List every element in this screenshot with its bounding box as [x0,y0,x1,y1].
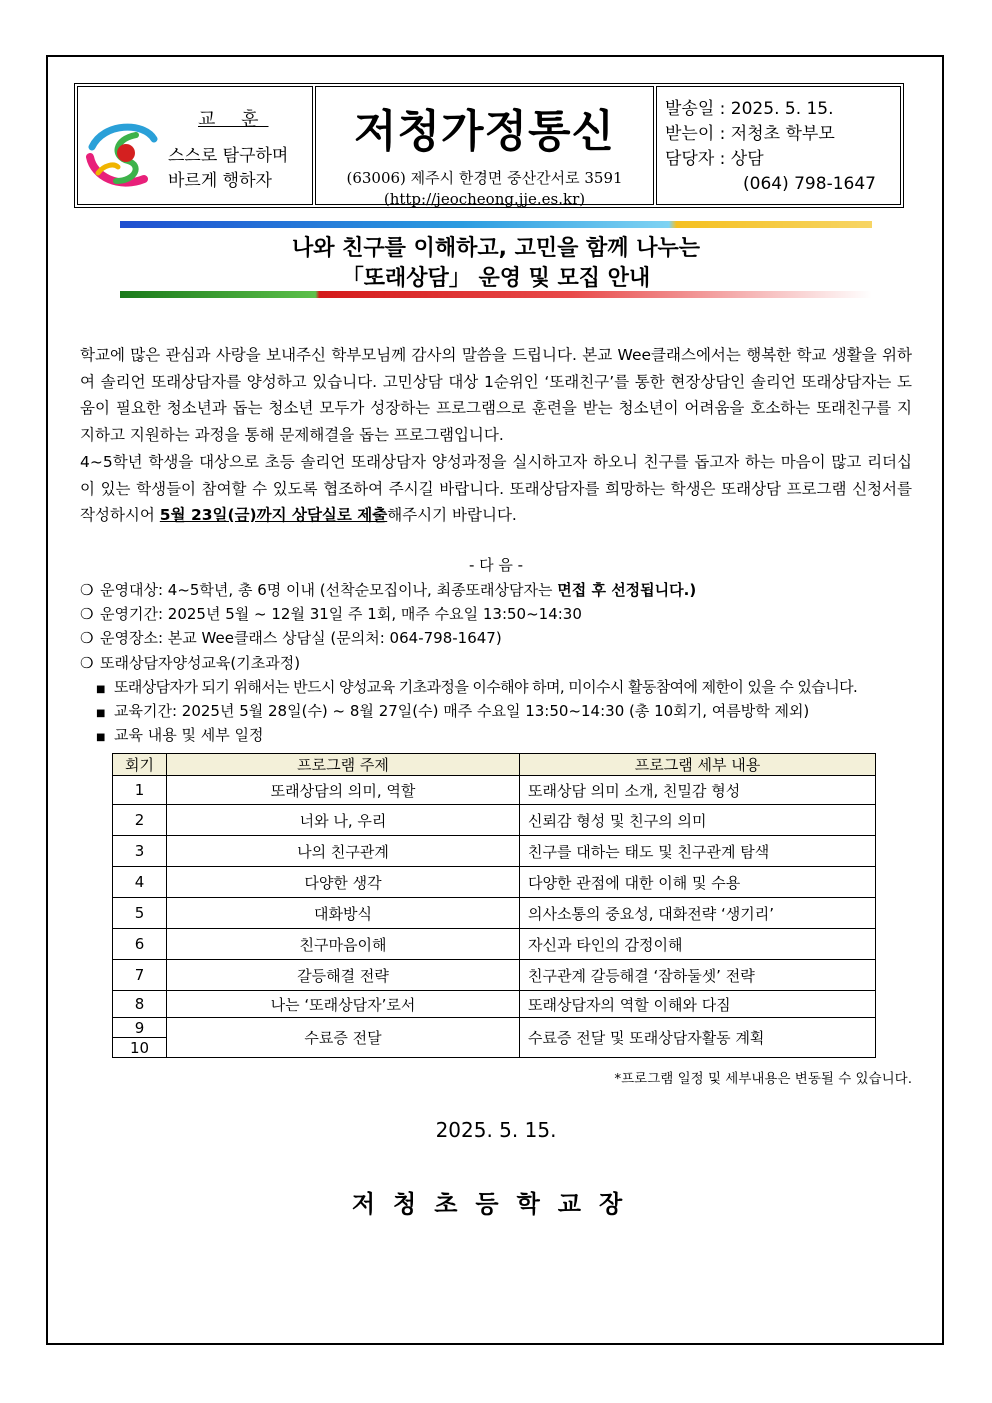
table-row [113,836,876,867]
program-topic: 너와 나, 우리 [167,805,520,836]
program-detail: 의사소통의 중요성, 대화전략 ‘생기리’ [520,898,876,929]
header-topic: 프로그램 주제 [167,754,520,776]
table-row [113,929,876,960]
school-url: (http://jeocheong.jje.es.kr) [383,190,586,208]
session-number: 1 [113,776,167,805]
program-topic: 또래상담의 의미, 역할 [167,776,520,805]
program-topic: 갈등해결 전략 [167,960,520,991]
program-detail: 친구관계 갈등해결 ‘잠하둘셋’ 전략 [520,960,876,991]
program-topic: 다양한 생각 [167,867,520,898]
session-number: 7 [113,960,167,991]
table-row [113,898,876,929]
program-detail: 또래상담자의 역할 이해와 다짐 [520,991,876,1018]
program-detail: 자신과 타인의 감정이해 [520,929,876,960]
session-number: 6 [113,929,167,960]
info-list [80,578,920,747]
program-detail: 수료증 전달 및 또래상담자활동 계획 [520,1018,876,1058]
contact-phone: (064) 798-1647 [743,174,876,194]
send-date: 발송일 : 2025. 5. 15. [665,99,834,119]
table-row [113,867,876,898]
program-detail: 다양한 관점에 대한 이해 및 수용 [520,867,876,898]
table-row [113,1018,876,1038]
motto-line-2: 바르게 행하자 [168,171,272,191]
table-header-row [113,754,876,776]
intro-paragraph-2: 4~5학년 학생을 대상으로 초등 솔리언 또래상담자 양성과정을 실시하고자 하오니 친구를 돕고자 하는 마음이 많고 리더십이 있는 학생들이 참여할 수 있도록 협조하여 주시길 바랍니다. 또래상담자를 희망하는 학생은 또래상담 프로그램 신청서를 작성하시어 5월 23일(금)까지 상담실로 제출해주시기 바랍니다. [80,453,912,524]
school-motto-box [77,86,313,205]
program-topic: 나는 ‘또래상담자’로서 [167,991,520,1018]
session-number: 8 [113,991,167,1018]
table-row [113,776,876,805]
intro-paragraph-1: 학교에 많은 관심과 사랑을 보내주신 학부모님께 감사의 말씀을 드립니다. 본교 Wee클래스에서는 행복한 학교 생활을 위하여 솔리언 또래상담자를 양성하고 있습니다. 고민상담 대상 1순위인 ‘또래친구’를 통한 현장상담인 솔리언 또래상담자는 도움이 필요한 청소년과 돕는 청소년 모두가 성장하는 프로그램으로 훈련을 받는 청소년이 어려움을 호소하는 또래친구를 지지하고 지원하는 과정을 통해 문제해결을 돕는 프로그램입니다. [80,346,912,444]
document-title-line-2: 「또래상담」 운영 및 모집 안내 [341,266,651,291]
header-session: 회기 [113,754,167,776]
principal-signature: 저청초등학교장 [351,1189,641,1218]
table-row [113,805,876,836]
section-heading: - 다 음 - [468,556,524,574]
title-bar-bottom [120,291,872,298]
school-address: (63006) 제주시 한경면 중산간서로 3591 [346,169,623,187]
title-bar-top [120,221,872,228]
school-logo-icon [84,117,162,195]
table-row [113,960,876,991]
recipient: 받는이 : 저청초 학부모 [665,124,835,144]
session-number: 2 [113,805,167,836]
newsletter-header [74,83,904,208]
issue-date: 2025. 5. 15. [435,1118,557,1142]
sub-list-item: ■ 교육 내용 및 세부 일정 [96,726,264,745]
session-number: 9 [113,1018,167,1038]
program-topic: 대화방식 [167,898,520,929]
list-item: ❍ 운영기간: 2025년 5월 ~ 12월 31일 주 1회, 매주 수요일 13:50~14:30 [80,605,582,624]
program-topic: 수료증 전달 [167,1018,520,1058]
send-info-box [656,86,901,205]
newsletter-title-box [315,86,654,208]
session-number: 5 [113,898,167,929]
program-topic: 나의 친구관계 [167,836,520,867]
sub-list-item: ■ 또래상담자가 되기 위해서는 반드시 양성교육 기초과정을 이수해야 하며, 미이수시 활동참여에 제한이 있을 수 있습니다. [96,677,858,696]
table-row [113,991,876,1018]
schedule-note: *프로그램 일정 및 세부내용은 변동될 수 있습니다. [614,1071,912,1087]
list-item: ❍ 운영장소: 본교 Wee클래스 상담실 (문의처: 064-798-1647) [80,629,502,648]
deadline-highlight: 5월 23일(금)까지 상담실로 제출 [159,506,388,524]
list-item: ❍ 또래상담자양성교육(기초과정) [80,653,301,672]
motto-title: 교 훈 [198,109,269,130]
schedule-table [112,753,876,1058]
session-number: 4 [113,867,167,898]
document-title-line-1: 나와 친구를 이해하고, 고민을 함께 나누는 [292,236,700,261]
session-number: 10 [113,1038,167,1058]
program-detail: 친구를 대하는 태도 및 친구관계 탐색 [520,836,876,867]
program-detail: 또래상담 의미 소개, 친밀감 형성 [520,776,876,805]
session-number: 3 [113,836,167,867]
list-item: ❍ 운영대상: 4~5학년, 총 6명 이내 (선착순모집이나, 최종또래상담자는 면접 후 선정됩니다.) [80,581,697,599]
newsletter-title: 저청가정통신 [353,106,616,157]
program-topic: 친구마음이해 [167,929,520,960]
header-detail: 프로그램 세부 내용 [520,754,876,776]
program-detail: 신뢰감 형성 및 친구의 의미 [520,805,876,836]
sub-list-item: ■ 교육기간: 2025년 5월 28일(수) ~ 8월 27일(수) 매주 수요일 13:50~14:30 (총 10회기, 여름방학 제외) [96,701,810,720]
contact-person: 담당자 : 상담 [665,149,764,169]
motto-line-1: 스스로 탐구하며 [168,146,289,166]
